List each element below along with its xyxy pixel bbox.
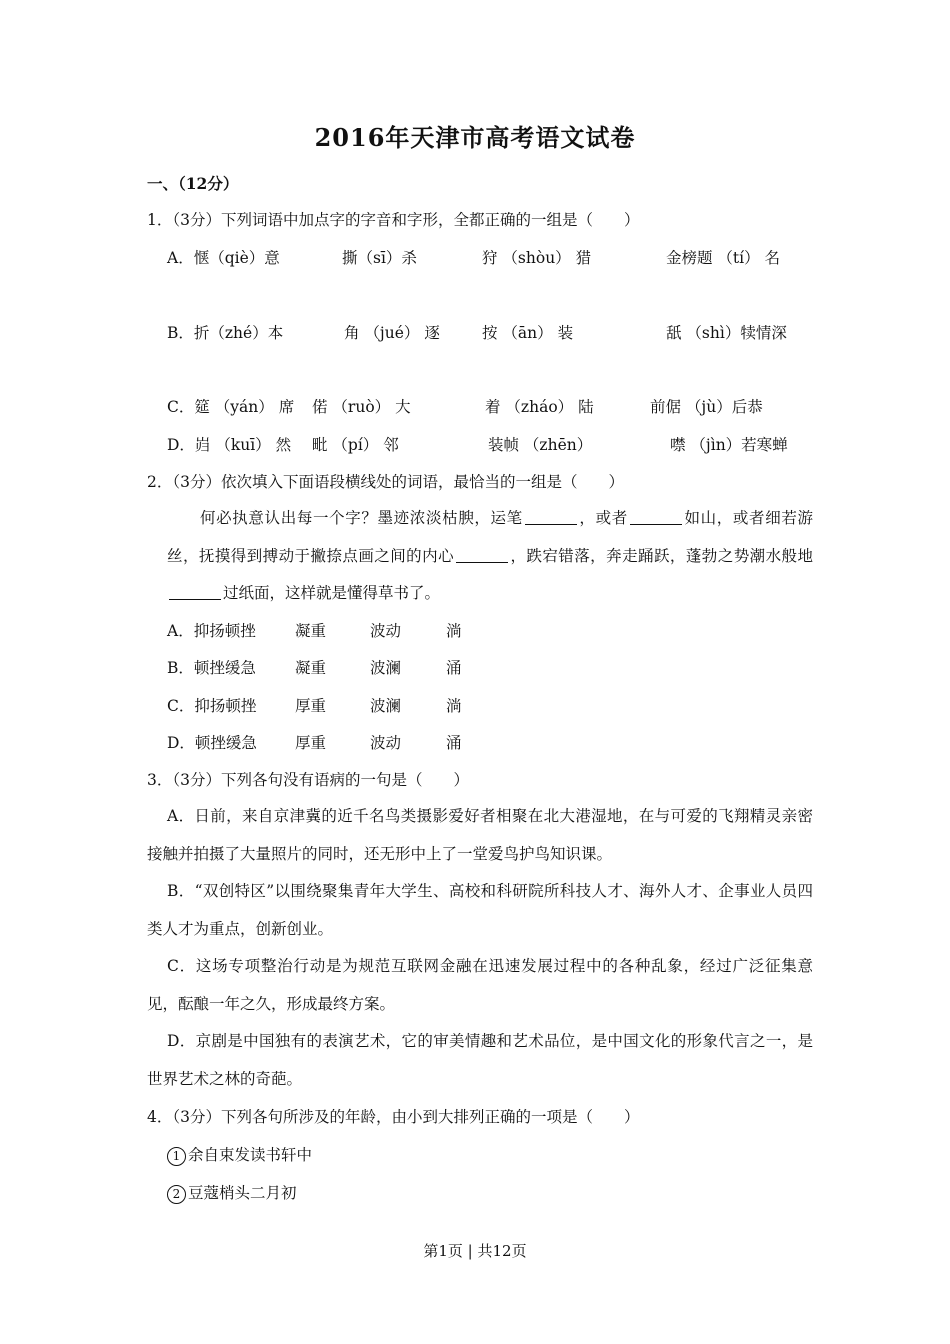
option-item: 撕（sī）杀 xyxy=(342,249,417,267)
blank-line xyxy=(169,585,221,600)
question-4-item-2 xyxy=(167,1185,297,1204)
question-1-option-c xyxy=(167,398,763,416)
question-4-item-1 xyxy=(167,1147,312,1166)
section-heading: 一、（12分） xyxy=(147,174,239,193)
option-item: 波动 xyxy=(370,622,402,640)
item-text: 豆蔻梢头二月初 xyxy=(188,1184,297,1202)
option-label: B．顿挫缓急 xyxy=(167,659,256,677)
page-footer: 第1页 | 共12页 xyxy=(423,1242,527,1260)
passage-text: 何必执意认出每一个字？墨迹浓淡枯腴，运笔 xyxy=(200,509,523,527)
option-label: C．抑扬顿挫 xyxy=(167,697,257,715)
question-1-option-a xyxy=(167,249,781,267)
question-1-option-d xyxy=(167,436,788,454)
question-3-stem: 3．（3分）下列各句没有语病的一句是（ ） xyxy=(147,771,469,789)
option-item: 凝重 xyxy=(295,659,327,677)
option-item: 按 （ān） 装 xyxy=(482,324,574,342)
question-4-stem: 4．（3分）下列各句所涉及的年龄，由小到大排列正确的一项是（ ） xyxy=(147,1108,640,1126)
circled-number: 1 xyxy=(167,1147,186,1166)
question-2-option-c xyxy=(167,697,462,715)
option-item: 装帧 （zhēn） xyxy=(488,436,593,454)
option-item: 前倨 （jù）后恭 xyxy=(650,398,763,416)
passage-text: 过纸面，这样就是懂得草书了。 xyxy=(223,584,441,602)
option-item: 涌 xyxy=(446,659,462,677)
question-2-option-a xyxy=(167,622,462,640)
option-label: A．惬（qiè）意 xyxy=(167,249,280,267)
blank-line xyxy=(630,510,682,525)
question-2-option-d xyxy=(167,734,462,752)
passage-text: 如山，或者细若游丝，抚摸得到搏动于撇捺点画之间的内心 xyxy=(167,509,813,565)
question-3-option-c: C．这场专项整治行动是为规范互联网金融在迅速发展过程中的各种乱象，经过广泛征集意见，酝酿一年之久，形成最终方案。 xyxy=(147,957,813,1013)
option-item: 噤 （jìn）若寒蝉 xyxy=(670,436,788,454)
option-item: 波澜 xyxy=(370,659,402,677)
option-item: 厚重 xyxy=(295,697,327,715)
option-label: B．折（zhé）本 xyxy=(167,324,284,342)
option-item: 淌 xyxy=(446,697,462,715)
question-3-option-d: D．京剧是中国独有的表演艺术，它的审美情趣和艺术品位，是中国文化的形象代言之一，是世界艺术之林的奇葩。 xyxy=(147,1032,813,1088)
question-3-option-a: A．日前，来自京津冀的近千名鸟类摄影爱好者相聚在北大港湿地，在与可爱的飞翔精灵亲密接触并拍摄了大量照片的同时，还无形中上了一堂爱鸟护鸟知识课。 xyxy=(147,807,813,863)
option-item: 金榜题 （tí） 名 xyxy=(666,249,781,267)
question-2-option-b xyxy=(167,659,462,677)
question-1-option-b xyxy=(167,324,787,342)
option-item: 狩 （shòu） 猎 xyxy=(482,249,592,267)
option-item: 舐 （shì）犊情深 xyxy=(666,324,787,342)
question-2-passage xyxy=(167,500,813,613)
option-item: 厚重 xyxy=(295,734,327,752)
blank-line xyxy=(456,548,508,563)
question-3-option-b: B．“双创特区”以围绕聚集青年大学生、高校和科研院所科技人才、海外人才、企事业人员四类人才为重点，创新创业。 xyxy=(147,882,813,938)
option-item: 偌 （ruò） 大 xyxy=(312,398,411,416)
option-item: 波动 xyxy=(370,734,402,752)
page-title: 2016年天津市高考语文试卷 xyxy=(314,123,636,152)
option-label: D．顿挫缓急 xyxy=(167,734,257,752)
option-item: 涌 xyxy=(446,734,462,752)
option-item: 角 （jué） 逐 xyxy=(344,324,440,342)
option-item: 波澜 xyxy=(370,697,402,715)
option-item: 淌 xyxy=(446,622,462,640)
option-item: 毗 （pí） 邻 xyxy=(312,436,399,454)
passage-text: ，或者 xyxy=(578,509,628,527)
question-2-stem: 2．（3分）依次填入下面语段横线处的词语，最恰当的一组是（ ） xyxy=(147,473,624,491)
option-item: 凝重 xyxy=(295,622,327,640)
option-label: C．筵 （yán） 席 xyxy=(167,398,295,416)
option-label: D．岿 （kuī） 然 xyxy=(167,436,292,454)
option-item: 着 （zháo） 陆 xyxy=(485,398,594,416)
item-text: 余自束发读书轩中 xyxy=(188,1146,313,1164)
passage-text: ，跌宕错落，奔走踊跃，蓬勃之势潮水般地 xyxy=(510,546,813,565)
question-1-stem: 1．（3分）下列词语中加点字的字音和字形，全都正确的一组是（ ） xyxy=(147,211,640,229)
circled-number: 2 xyxy=(167,1185,186,1204)
option-label: A．抑扬顿挫 xyxy=(167,622,256,640)
blank-line xyxy=(525,510,577,525)
